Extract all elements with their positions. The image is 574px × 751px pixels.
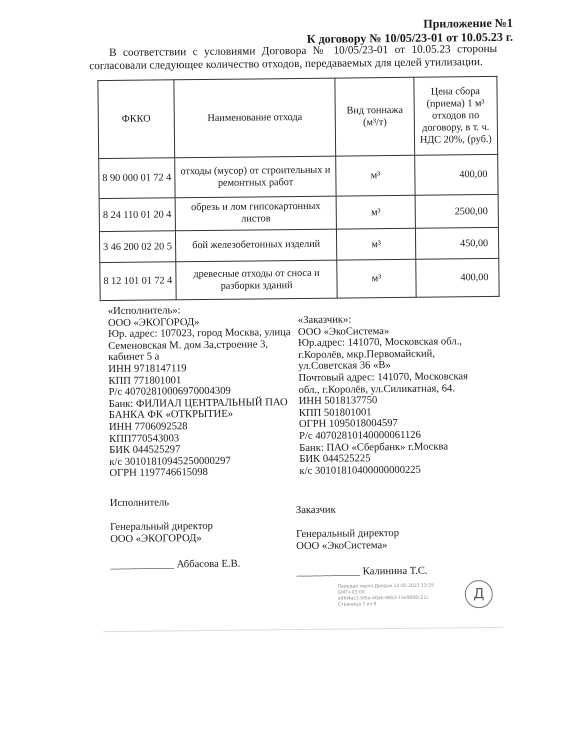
price-value: 400,00 — [414, 154, 498, 195]
price-value: 2500,00 — [415, 194, 499, 228]
customer-line: Банк: ПАО «Сбербанк» г.Москва — [299, 440, 449, 454]
customer-line: ООО «ЭкоСистема» — [297, 325, 390, 338]
tonnage-unit: м³ — [337, 259, 416, 298]
tonnage-unit: м³ — [337, 228, 416, 260]
customer-line: г.Королёв, мкр.Первомайский, — [298, 348, 436, 361]
executor-role: Исполнитель — [109, 497, 170, 510]
column-header-waste-name: Наименование отхода — [174, 78, 336, 158]
executor-details — [108, 304, 292, 480]
table-row — [100, 258, 499, 300]
appendix-title: Приложение №1 — [423, 15, 513, 31]
executor-line: кабинет 5 а — [108, 351, 160, 364]
tonnage-unit: м³ — [336, 155, 415, 196]
customer-line: ИНН 5018137750 — [298, 395, 378, 408]
waste-name: древесные отходы от сноса и разборки зданий — [176, 260, 338, 300]
executor-line: БИК 044525297 — [109, 444, 181, 457]
fkko-code: 8 24 110 01 20 4 — [99, 198, 175, 232]
executor-signature-line: ____________ Аббасова Е.В. — [110, 558, 241, 571]
executor-org: ООО «ЭКОГОРОД» — [110, 533, 202, 545]
diadoc-logo-icon — [465, 580, 493, 608]
appendix-header — [307, 16, 513, 46]
diadoc-logo-glyph: Д — [473, 586, 485, 603]
customer-line: КПП 501801001 — [298, 407, 372, 419]
customer-line: Почтовый адрес: 141070, Московская — [298, 371, 469, 384]
waste-name: бой железобетонных изделий — [175, 229, 337, 262]
edo-stamp-line: Передан через Диадок 12.05.2023 13:25 GMT+03:00 — [337, 583, 434, 596]
executor-position: Генеральный директор — [110, 520, 213, 533]
executor-line: «Исполнитель»: — [107, 305, 181, 318]
intro-paragraph: В соответствии с условиями Договора № 10/05/23-01 от 10.05.23 стороны согласовали следующее количество отходов, передаваемых для целей утилизации. — [89, 42, 498, 73]
column-header-tonnage: Вид тоннажа (м³/т) — [335, 77, 414, 156]
executor-signature-block — [110, 497, 241, 572]
executor-line: Банк: ФИЛИАЛ ЦЕНТРАЛЬНЫЙ ПАО — [108, 396, 288, 410]
executor-line: Юр. адрес: 107023, город Москва, улица — [107, 327, 291, 341]
fkko-code: 8 12 101 01 72 4 — [100, 262, 176, 301]
customer-line: Юр.адрес: 141070, Московская обл., — [298, 336, 462, 350]
executor-line: к/с 30101810945250000297 — [109, 455, 231, 468]
waste-name: обрезь и лом гипсокартонных листов — [175, 196, 337, 231]
customer-line: обл., г.Королёв, ул.Силикатная, 64. — [298, 382, 456, 396]
page-bottom-line — [103, 627, 503, 632]
customer-role: Заказчик — [295, 504, 336, 517]
table-row — [99, 154, 498, 198]
executor-line: ИНН 7706092528 — [108, 421, 188, 433]
customer-line: Р/с 40702810140000061126 — [299, 429, 421, 442]
customer-signature-block — [296, 504, 428, 579]
customer-position: Генеральный директор — [296, 527, 400, 541]
executor-line: Р/с 40702810006970004309 — [108, 385, 231, 399]
customer-line: БИК 044525225 — [299, 453, 371, 466]
executor-line: КПП770543003 — [109, 432, 180, 445]
table-header-row — [98, 76, 498, 158]
executor-line: ОГРН 1197746615098 — [109, 467, 208, 480]
contract-reference: К договору № 10/05/23-01 от 10.05.23 г. — [306, 29, 514, 46]
waste-table — [97, 76, 499, 301]
edo-stamp-line: Страница 7 из 9 — [337, 602, 377, 608]
table-row — [99, 227, 498, 262]
column-header-price: Цена сбора (приема) 1 м³ отходов по договору, в т. ч. НДС 20%, (руб.) — [414, 76, 498, 155]
table-row — [99, 194, 498, 231]
fkko-code: 8 90 000 01 72 4 — [99, 158, 175, 199]
tonnage-unit: м³ — [336, 195, 415, 229]
customer-line: к/с 30101810400000000225 — [299, 464, 421, 477]
executor-line: КПП 771801001 — [108, 374, 182, 387]
executor-line: БАНКА ФК «ОТКРЫТИЕ» — [108, 409, 234, 422]
customer-line: ОГРН 1095018004597 — [298, 418, 398, 431]
column-header-fkko: ФККО — [98, 80, 175, 159]
price-value: 400,00 — [416, 258, 500, 297]
customer-org: ООО «ЭкоСистема» — [296, 540, 388, 553]
customer-signature-line: ____________ Калинина Т.С. — [296, 565, 428, 579]
fkko-code: 3 46 200 02 20 5 — [99, 231, 175, 263]
edo-stamp-text — [338, 583, 458, 608]
customer-line: ул.Советская 36 «В» — [298, 360, 391, 373]
executor-line: Семеновская М. дом 3а,строение 3, — [108, 339, 269, 352]
customer-details — [298, 313, 469, 477]
waste-name: отходы (мусор) от строительных и ремонтных работ — [174, 156, 336, 198]
price-value: 450,00 — [415, 227, 499, 259]
executor-line: ООО «ЭКОГОРОД» — [107, 316, 200, 329]
edo-stamp-line: e0fd4ac1-bf5a-40ab-8853-15e9006c21c — [337, 595, 429, 602]
customer-line: «Заказчик»: — [297, 314, 352, 327]
executor-line: ИНН 9718147119 — [108, 363, 187, 375]
